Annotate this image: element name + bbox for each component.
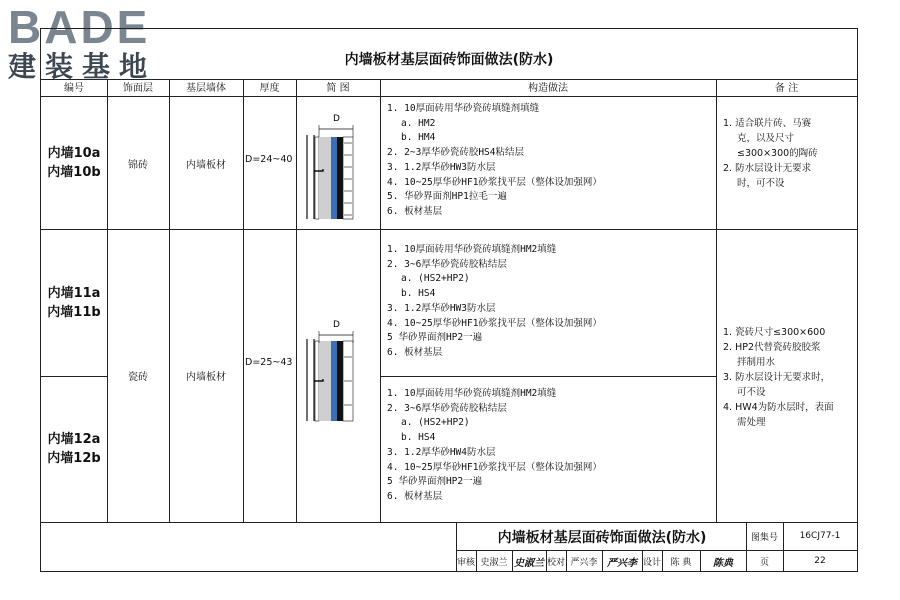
method-line: 2. 2~3厚华砂瓷砖胶HS4粘结层 — [387, 147, 524, 159]
header-diagram: 简 图 — [296, 79, 380, 97]
logo-text-en: BADE — [8, 1, 151, 53]
row1-notes — [723, 116, 853, 191]
method-line: 6. 板材基层 — [387, 346, 443, 358]
method-line: 6. 板材基层 — [387, 490, 443, 502]
grid-line — [716, 79, 717, 523]
page-label: 页 — [759, 557, 769, 568]
row2-wall: 内墙板材 — [186, 372, 226, 383]
review-label: 审核 — [456, 557, 475, 568]
row2-notes — [723, 325, 855, 430]
drawing-sheet — [40, 28, 858, 572]
row2-thickness: D=25~43 — [245, 357, 293, 368]
code-a: 内墙11a — [47, 285, 101, 301]
note-line: 时，可不设 — [737, 178, 785, 189]
method-line: b. HS4 — [401, 288, 436, 300]
method-line: a. HM2 — [401, 117, 436, 129]
note-line: 可不设 — [737, 387, 766, 398]
checker-signature: 严兴李 — [607, 557, 637, 569]
designer-name: 陈 典 — [670, 557, 692, 568]
note-line: 1. 瓷砖尺寸≤300×600 — [723, 327, 826, 338]
note-line: 4. HW4为防水层时，表面 — [723, 402, 834, 413]
note-line: 3. 防水层设计无要求时， — [723, 372, 831, 383]
row1-wall: 内墙板材 — [186, 159, 226, 171]
row1-finish: 锦砖 — [128, 159, 148, 171]
row2-finish: 瓷砖 — [128, 372, 148, 383]
row-divider — [41, 522, 857, 523]
header-wall: 基层墙体 — [169, 79, 243, 97]
note-line: 需处理 — [737, 417, 766, 428]
note-line: ≤300×300的陶砖 — [737, 148, 818, 159]
note-line: 2. 防水层设计无要求 — [723, 163, 812, 174]
atlas-label: 图集号 — [750, 532, 778, 543]
header-code: 编号 — [41, 79, 107, 97]
method-line: 5. 华砂界面剂HP1拉毛一遍 — [387, 191, 507, 203]
method-line: b. HM4 — [401, 132, 436, 144]
method-line: 4. 10~25厚华砂HF1砂浆找平层（整体设加强网） — [387, 317, 602, 329]
code-a: 内墙12a — [47, 432, 101, 447]
row2-section-diagram — [297, 305, 379, 433]
method-line: b. HS4 — [401, 432, 436, 444]
method-line: 3. 1.2厚华砂HW4防水层 — [387, 446, 496, 458]
method-line: 6. 板材基层 — [387, 205, 443, 217]
row1-method — [387, 102, 713, 220]
code-b: 内墙12b — [47, 451, 101, 466]
method-line: 1. 10厚面砖用华砂瓷砖填缝剂填缝 — [387, 103, 540, 114]
title-block-title: 内墙板材基层面砖饰面做法(防水) — [497, 530, 707, 546]
reviewer-signature: 史淑兰 — [514, 557, 544, 569]
atlas-number: 16CJ77-1 — [799, 531, 841, 541]
note-line: 1. 适合联片砖、马赛 — [723, 118, 812, 129]
code-b: 内墙10b — [47, 165, 101, 180]
grid-line — [380, 79, 381, 523]
dimension-label: D — [333, 114, 340, 124]
row-divider — [380, 376, 716, 377]
page-number: 22 — [814, 556, 826, 566]
method-line: 3. 1.2厚华砂HW3防水层 — [387, 302, 496, 314]
row1-section-diagram — [297, 99, 379, 227]
row2-code — [41, 229, 107, 376]
method-line: 2. 3~6厚华砂瓷砖胶粘结层 — [387, 402, 507, 414]
method-line: 5 华砂界面剂HP2一遍 — [387, 332, 483, 344]
row3-method — [387, 387, 713, 505]
method-line: a. (HS2+HP2) — [401, 273, 470, 285]
method-line: 1. 10厚面砖用华砂瓷砖填缝剂HM2填缝 — [387, 244, 557, 255]
method-line: 5 华砂界面剂HP2一遍 — [387, 476, 483, 488]
method-line: 4. 10~25厚华砂HF1砂浆找平层（整体设加强网） — [387, 176, 602, 188]
grid-line — [243, 79, 244, 523]
method-line: 2. 3~6厚华砂瓷砖胶粘结层 — [387, 258, 507, 270]
row3-code — [41, 376, 107, 522]
method-line: a. (HS2+HP2) — [401, 417, 470, 429]
design-label: 设计 — [642, 557, 661, 568]
checker-name: 严兴李 — [570, 557, 598, 568]
note-line: 拌制用水 — [737, 357, 776, 368]
method-line: 1. 10厚面砖用华砂瓷砖填缝剂HM2填缝 — [387, 388, 557, 399]
row1-code — [41, 97, 107, 229]
header-thickness: 厚度 — [243, 79, 296, 97]
note-line: 克，以及尺寸 — [737, 133, 795, 144]
note-line: 2. HP2代替瓷砖胶胶浆 — [723, 342, 821, 353]
code-b: 内墙11b — [47, 304, 101, 320]
dimension-label: D — [333, 320, 340, 330]
check-label: 校对 — [546, 557, 565, 568]
designer-signature: 陈典 — [713, 557, 733, 569]
header-finish: 饰面层 — [107, 79, 169, 97]
header-method: 构造做法 — [380, 79, 716, 97]
sheet-title: 内墙板材基层面砖饰面做法(防水) — [344, 52, 554, 68]
logo-text-cn: 建装基地 — [8, 50, 157, 83]
method-line: 3. 1.2厚华砂HW3防水层 — [387, 161, 496, 173]
row1-thickness: D=24~40 — [245, 154, 293, 165]
row2-method — [387, 243, 713, 361]
reviewer-name: 史淑兰 — [480, 557, 508, 568]
code-a: 内墙10a — [47, 146, 101, 161]
method-line: 4. 10~25厚华砂HF1砂浆找平层（整体设加强网） — [387, 461, 602, 473]
header-notes: 备 注 — [716, 79, 857, 97]
